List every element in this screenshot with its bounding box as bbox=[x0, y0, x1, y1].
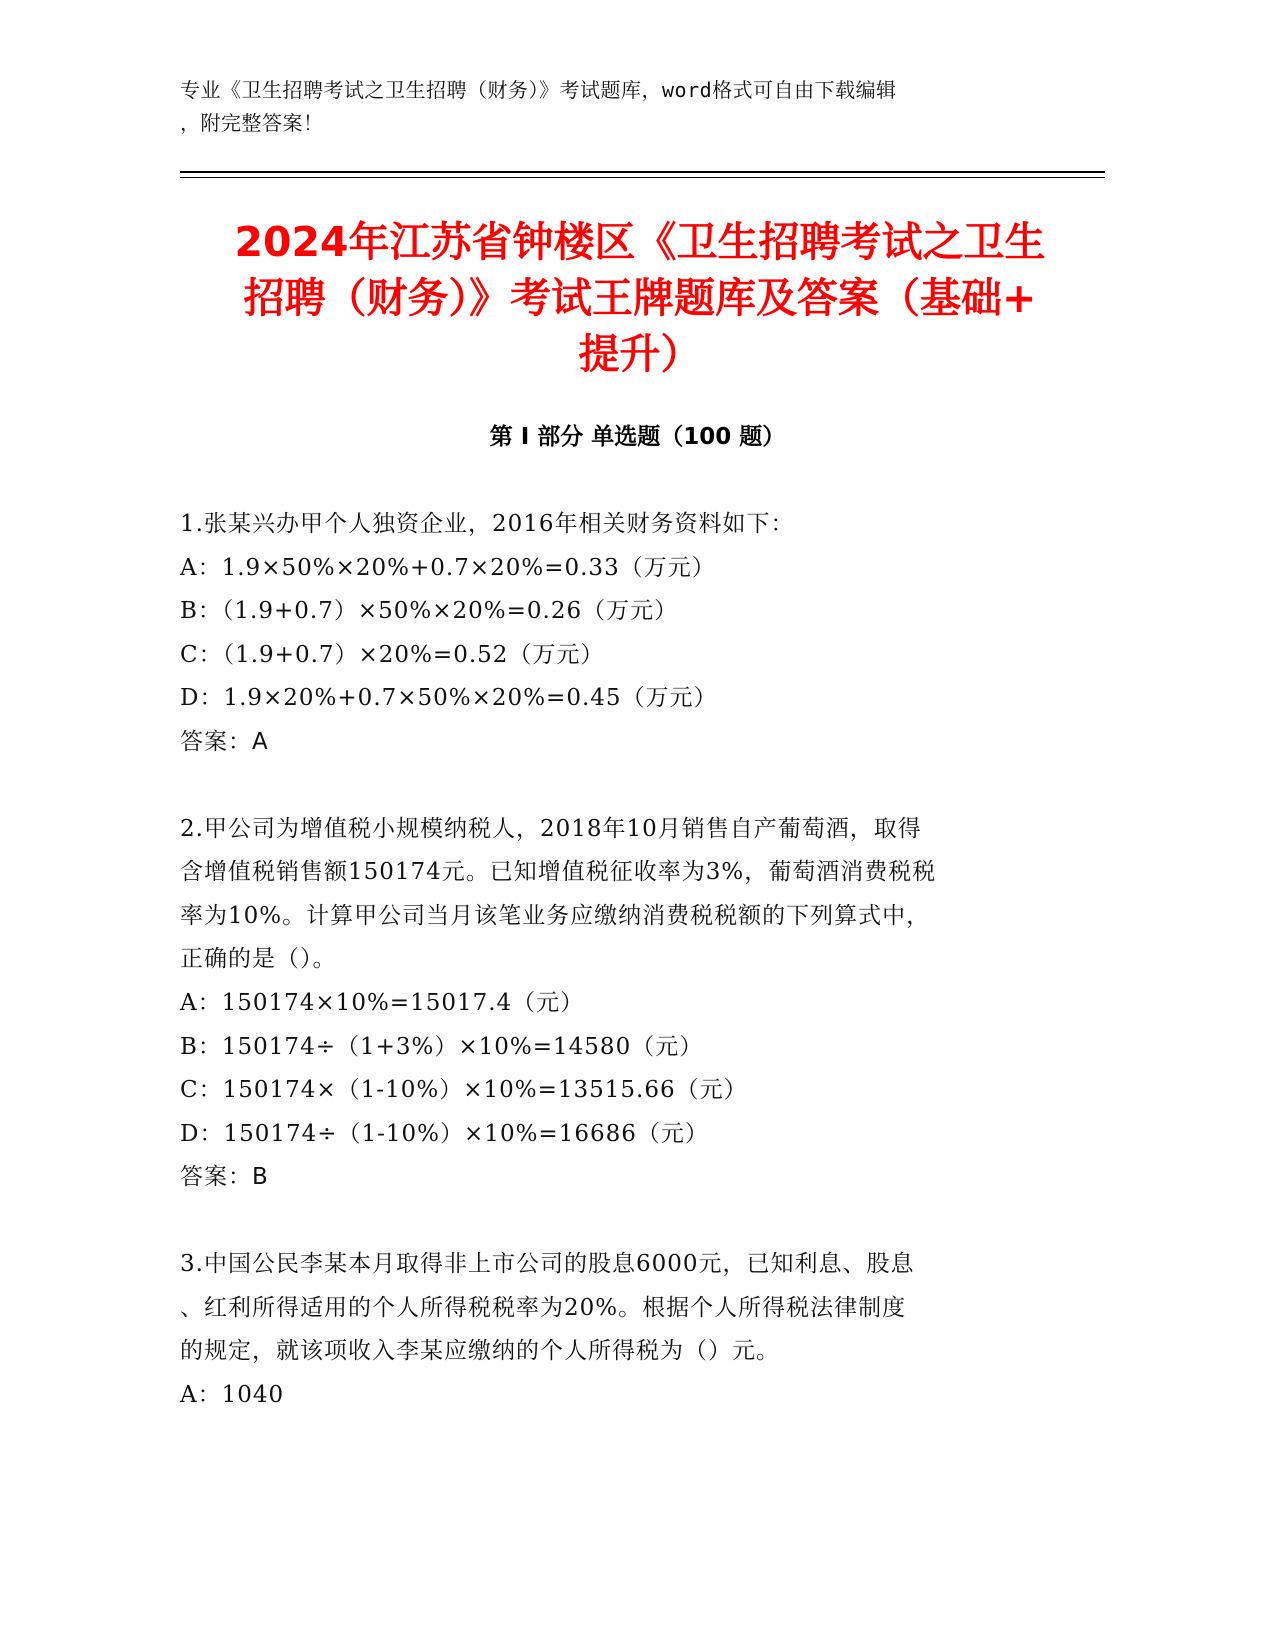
question-stem-line-1: 2.甲公司为增值税小规模纳税人，2018年10月销售自产葡萄酒，取得 bbox=[180, 816, 922, 842]
header-note-line-1: 专业《卫生招聘考试之卫生招聘（财务）》考试题库，word格式可自由下载编辑 bbox=[180, 78, 897, 102]
header-note-line-2: ，附完整答案！ bbox=[180, 111, 324, 135]
question-stem-line-4: 正确的是（）。 bbox=[180, 946, 337, 972]
option-a: A：1.9×50%×20%+0.7×20%=0.33（万元） bbox=[180, 555, 716, 581]
option-d: D：1.9×20%+0.7×50%×20%=0.45（万元） bbox=[180, 685, 718, 711]
option-d: D：150174÷（1-10%）×10%=16686（元） bbox=[180, 1121, 709, 1147]
title-line-3: 提升） bbox=[578, 330, 702, 378]
question-stem: 1.张某兴办甲个人独资企业，2016年相关财务资料如下： bbox=[180, 511, 795, 537]
option-b: B：（1.9+0.7）×50%×20%=0.26（万元） bbox=[180, 598, 679, 624]
title-line-1: 2024年江苏省钟楼区《卫生招聘考试之卫生 bbox=[234, 218, 1046, 266]
header-divider-thick bbox=[180, 171, 1105, 173]
question-stem-line-3: 的规定，就该项收入李某应缴纳的个人所得税为（）元。 bbox=[180, 1338, 780, 1364]
option-c: C：（1.9+0.7）×20%=0.52（万元） bbox=[180, 642, 605, 668]
question-stem-line-1: 3.中国公民李某本月取得非上市公司的股息6000元，已知利息、股息 bbox=[180, 1251, 915, 1277]
option-a: A：150174×10%=15017.4（元） bbox=[180, 990, 585, 1016]
option-b: B：150174÷（1+3%）×10%=14580（元） bbox=[180, 1034, 704, 1060]
option-a: A：1040 bbox=[180, 1382, 285, 1408]
option-c: C：150174×（1-10%）×10%=13515.66（元） bbox=[180, 1077, 748, 1103]
answer: 答案：A bbox=[180, 729, 269, 755]
title-line-2: 招聘（财务）》考试王牌题库及答案（基础+ bbox=[243, 274, 1037, 322]
document-title bbox=[140, 214, 1140, 382]
section-heading: 第 I 部分 单选题（100 题） bbox=[489, 424, 786, 450]
header-divider-thin bbox=[180, 177, 1105, 178]
question-stem-line-2: 、红利所得适用的个人所得税税率为20%。根据个人所得税法律制度 bbox=[180, 1295, 907, 1321]
question-stem-line-3: 率为10%。计算甲公司当月该笔业务应缴纳消费税税额的下列算式中， bbox=[180, 903, 931, 929]
question-stem-line-2: 含增值税销售额150174元。已知增值税征收率为3%，葡萄酒消费税税 bbox=[180, 859, 937, 885]
header-note bbox=[180, 74, 1060, 140]
answer: 答案：B bbox=[180, 1164, 269, 1190]
